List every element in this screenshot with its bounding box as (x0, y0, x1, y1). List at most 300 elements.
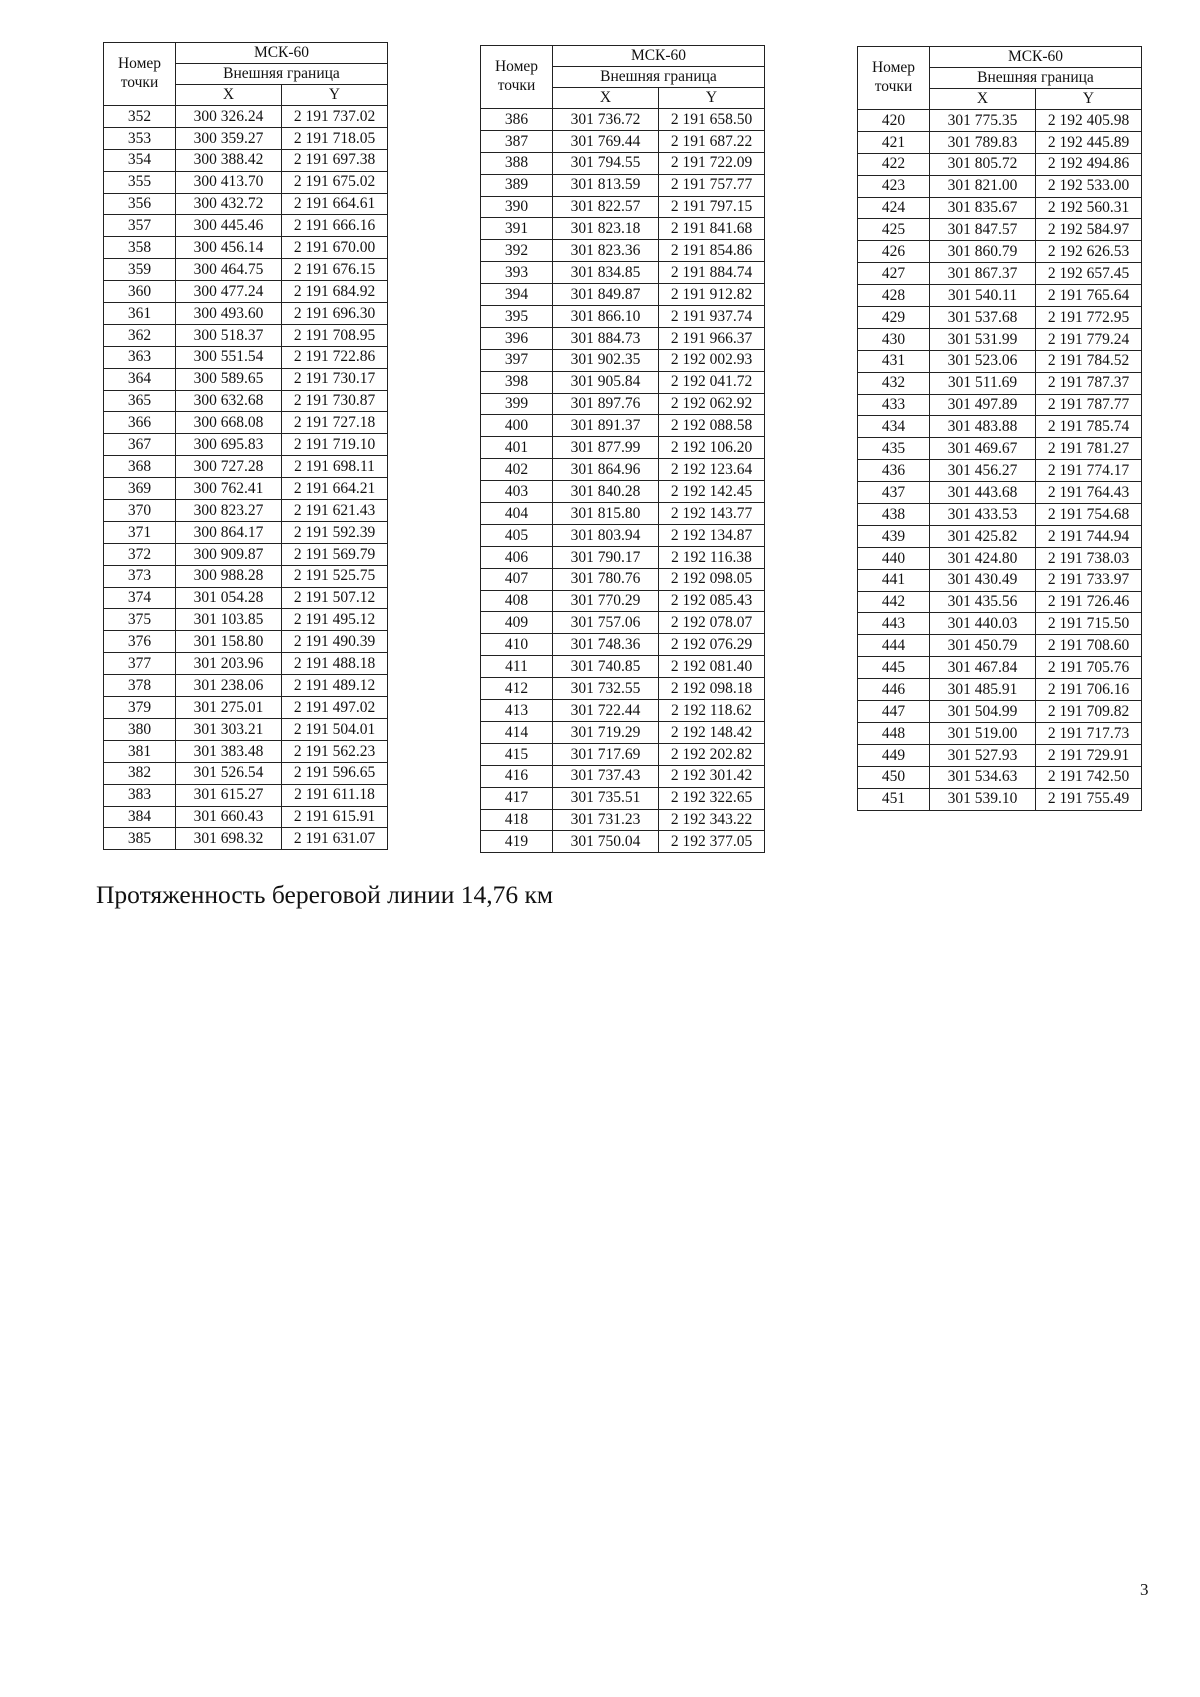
y-coordinate-cell: 2 191 495.12 (282, 609, 388, 631)
x-coordinate-cell: 301 698.32 (176, 828, 282, 850)
x-coordinate-cell: 301 864.96 (553, 459, 659, 481)
table-row (481, 678, 765, 700)
table-row (481, 393, 765, 415)
x-coordinate-cell: 301 748.36 (553, 634, 659, 656)
table-row (481, 743, 765, 765)
table-row (858, 394, 1142, 416)
point-number-cell: 352 (104, 106, 176, 128)
point-number-cell: 426 (858, 241, 930, 263)
y-coordinate-cell: 2 191 719.10 (282, 434, 388, 456)
y-coordinate-cell: 2 191 779.24 (1036, 328, 1142, 350)
point-number-cell: 378 (104, 675, 176, 697)
x-coordinate-cell: 301 531.99 (930, 328, 1036, 350)
table-row (481, 568, 765, 590)
point-number-cell: 404 (481, 503, 553, 525)
table-row (858, 788, 1142, 810)
x-coordinate-cell: 301 717.69 (553, 743, 659, 765)
x-coordinate-cell: 301 823.36 (553, 240, 659, 262)
point-number-cell: 408 (481, 590, 553, 612)
boundary-header: Внешняя граница (176, 64, 388, 85)
table-row (481, 656, 765, 678)
table-row (104, 368, 388, 390)
point-number-cell: 442 (858, 591, 930, 613)
coordinate-system-header: МСК-60 (176, 43, 388, 64)
y-coordinate-cell: 2 191 489.12 (282, 675, 388, 697)
table-row (858, 110, 1142, 132)
x-coordinate-cell: 301 849.87 (553, 284, 659, 306)
x-coordinate-cell: 301 539.10 (930, 788, 1036, 810)
point-number-cell: 415 (481, 743, 553, 765)
point-number-cell: 354 (104, 149, 176, 171)
point-number-cell: 362 (104, 324, 176, 346)
point-number-cell: 431 (858, 350, 930, 372)
y-coordinate-cell: 2 191 784.52 (1036, 350, 1142, 372)
y-coordinate-cell: 2 191 706.16 (1036, 679, 1142, 701)
y-coordinate-cell: 2 191 621.43 (282, 500, 388, 522)
point-number-cell: 370 (104, 500, 176, 522)
y-coordinate-cell: 2 192 560.31 (1036, 197, 1142, 219)
y-coordinate-cell: 2 192 377.05 (659, 831, 765, 853)
y-coordinate-cell: 2 191 696.30 (282, 303, 388, 325)
table-row (104, 149, 388, 171)
table-row (858, 613, 1142, 635)
y-coordinate-cell: 2 191 675.02 (282, 171, 388, 193)
y-coordinate-cell: 2 191 658.50 (659, 109, 765, 131)
point-number-cell: 353 (104, 127, 176, 149)
x-coordinate-cell: 301 905.84 (553, 371, 659, 393)
y-coordinate-cell: 2 191 708.95 (282, 324, 388, 346)
y-coordinate-cell: 2 191 715.50 (1036, 613, 1142, 635)
y-column-header: Y (282, 85, 388, 106)
table-row (858, 460, 1142, 482)
point-number-cell: 367 (104, 434, 176, 456)
table-row (104, 784, 388, 806)
table-row (104, 762, 388, 784)
point-number-cell: 437 (858, 482, 930, 504)
y-coordinate-cell: 2 191 631.07 (282, 828, 388, 850)
point-number-cell: 357 (104, 215, 176, 237)
point-number-cell: 434 (858, 416, 930, 438)
y-column-header: Y (1036, 89, 1142, 110)
x-coordinate-cell: 301 794.55 (553, 152, 659, 174)
y-coordinate-cell: 2 191 684.92 (282, 281, 388, 303)
x-coordinate-cell: 301 483.88 (930, 416, 1036, 438)
y-coordinate-cell: 2 191 755.49 (1036, 788, 1142, 810)
y-coordinate-cell: 2 191 676.15 (282, 259, 388, 281)
y-coordinate-cell: 2 191 670.00 (282, 237, 388, 259)
point-number-cell: 416 (481, 765, 553, 787)
y-coordinate-cell: 2 192 626.53 (1036, 241, 1142, 263)
point-number-cell: 427 (858, 263, 930, 285)
x-coordinate-cell: 300 326.24 (176, 106, 282, 128)
boundary-header: Внешняя граница (930, 68, 1142, 89)
y-coordinate-cell: 2 192 148.42 (659, 721, 765, 743)
y-coordinate-cell: 2 191 708.60 (1036, 635, 1142, 657)
y-coordinate-cell: 2 191 737.02 (282, 106, 388, 128)
point-number-label-line2: точки (120, 74, 159, 91)
point-number-cell: 380 (104, 718, 176, 740)
y-coordinate-cell: 2 192 062.92 (659, 393, 765, 415)
x-coordinate-cell: 301 456.27 (930, 460, 1036, 482)
point-number-cell: 391 (481, 218, 553, 240)
table-row (104, 127, 388, 149)
point-number-cell: 448 (858, 722, 930, 744)
y-coordinate-cell: 2 191 722.09 (659, 152, 765, 174)
table-row (104, 675, 388, 697)
y-coordinate-cell: 2 192 405.98 (1036, 110, 1142, 132)
point-number-cell: 389 (481, 174, 553, 196)
point-number-cell: 363 (104, 346, 176, 368)
point-number-cell: 449 (858, 744, 930, 766)
point-number-label-line2: точки (874, 78, 913, 95)
coordinates-table-1 (103, 42, 388, 850)
y-coordinate-cell: 2 191 764.43 (1036, 482, 1142, 504)
point-number-cell: 397 (481, 349, 553, 371)
y-coordinate-cell: 2 191 490.39 (282, 631, 388, 653)
table-row (481, 262, 765, 284)
point-number-cell: 390 (481, 196, 553, 218)
point-number-cell: 402 (481, 459, 553, 481)
x-coordinate-cell: 301 780.76 (553, 568, 659, 590)
coordinate-system-header: МСК-60 (930, 47, 1142, 68)
x-coordinate-cell: 301 847.57 (930, 219, 1036, 241)
table-row (481, 700, 765, 722)
table-row (104, 171, 388, 193)
table-row (104, 543, 388, 565)
table-row (104, 237, 388, 259)
x-coordinate-cell: 301 425.82 (930, 525, 1036, 547)
point-number-cell: 443 (858, 613, 930, 635)
y-coordinate-cell: 2 191 733.97 (1036, 569, 1142, 591)
point-number-cell: 433 (858, 394, 930, 416)
table-row (481, 284, 765, 306)
table-row (858, 701, 1142, 723)
table-row (481, 437, 765, 459)
point-number-cell: 377 (104, 653, 176, 675)
point-number-cell: 405 (481, 524, 553, 546)
y-coordinate-cell: 2 192 088.58 (659, 415, 765, 437)
y-coordinate-cell: 2 192 098.05 (659, 568, 765, 590)
x-coordinate-cell: 301 238.06 (176, 675, 282, 697)
point-number-cell: 411 (481, 656, 553, 678)
y-coordinate-cell: 2 192 081.40 (659, 656, 765, 678)
x-coordinate-cell: 301 526.54 (176, 762, 282, 784)
point-number-cell: 387 (481, 130, 553, 152)
x-coordinate-cell: 301 540.11 (930, 285, 1036, 307)
y-coordinate-cell: 2 192 142.45 (659, 481, 765, 503)
x-coordinate-cell: 301 467.84 (930, 657, 1036, 679)
point-number-cell: 396 (481, 327, 553, 349)
table-row (858, 263, 1142, 285)
x-coordinate-cell: 301 769.44 (553, 130, 659, 152)
point-number-cell: 358 (104, 237, 176, 259)
x-coordinate-cell: 301 203.96 (176, 653, 282, 675)
point-number-cell: 385 (104, 828, 176, 850)
y-coordinate-cell: 2 191 596.65 (282, 762, 388, 784)
point-number-cell: 399 (481, 393, 553, 415)
table-row (858, 482, 1142, 504)
y-coordinate-cell: 2 191 841.68 (659, 218, 765, 240)
point-number-cell: 394 (481, 284, 553, 306)
y-coordinate-cell: 2 191 488.18 (282, 653, 388, 675)
point-number-label-line2: точки (497, 77, 536, 94)
table-row (858, 372, 1142, 394)
table-row (481, 481, 765, 503)
x-coordinate-cell: 301 822.57 (553, 196, 659, 218)
x-coordinate-cell: 300 864.17 (176, 521, 282, 543)
table-row (858, 766, 1142, 788)
table-row (104, 106, 388, 128)
x-coordinate-cell: 301 775.35 (930, 110, 1036, 132)
point-number-cell: 444 (858, 635, 930, 657)
x-coordinate-cell: 301 383.48 (176, 740, 282, 762)
y-coordinate-cell: 2 191 781.27 (1036, 438, 1142, 460)
table-row (481, 590, 765, 612)
x-coordinate-cell: 301 757.06 (553, 612, 659, 634)
table-row (104, 718, 388, 740)
y-coordinate-cell: 2 191 730.17 (282, 368, 388, 390)
table-row (104, 631, 388, 653)
y-coordinate-cell: 2 192 134.87 (659, 524, 765, 546)
point-number-cell: 400 (481, 415, 553, 437)
point-number-cell: 441 (858, 569, 930, 591)
x-coordinate-cell: 301 840.28 (553, 481, 659, 503)
table-row (104, 740, 388, 762)
y-coordinate-cell: 2 191 937.74 (659, 306, 765, 328)
point-number-cell: 379 (104, 697, 176, 719)
x-coordinate-cell: 301 877.99 (553, 437, 659, 459)
point-number-cell: 384 (104, 806, 176, 828)
point-number-cell: 371 (104, 521, 176, 543)
x-coordinate-cell: 301 054.28 (176, 587, 282, 609)
x-coordinate-cell: 300 668.08 (176, 412, 282, 434)
y-coordinate-cell: 2 191 884.74 (659, 262, 765, 284)
table-row (104, 500, 388, 522)
x-coordinate-cell: 301 860.79 (930, 241, 1036, 263)
table-row (858, 131, 1142, 153)
point-number-cell: 361 (104, 303, 176, 325)
table-row (858, 635, 1142, 657)
x-coordinate-cell: 301 430.49 (930, 569, 1036, 591)
point-number-cell: 429 (858, 307, 930, 329)
table-row (858, 679, 1142, 701)
x-coordinate-cell: 300 477.24 (176, 281, 282, 303)
y-coordinate-cell: 2 191 664.61 (282, 193, 388, 215)
x-coordinate-cell: 301 275.01 (176, 697, 282, 719)
y-coordinate-cell: 2 191 709.82 (1036, 701, 1142, 723)
x-coordinate-cell: 301 867.37 (930, 263, 1036, 285)
table-row (104, 215, 388, 237)
point-number-cell: 409 (481, 612, 553, 634)
table-row (481, 459, 765, 481)
x-coordinate-cell: 301 884.73 (553, 327, 659, 349)
y-coordinate-cell: 2 191 592.39 (282, 521, 388, 543)
y-coordinate-cell: 2 192 076.29 (659, 634, 765, 656)
y-coordinate-cell: 2 192 533.00 (1036, 175, 1142, 197)
table-row (104, 521, 388, 543)
table-row (481, 371, 765, 393)
x-coordinate-cell: 300 464.75 (176, 259, 282, 281)
point-number-cell: 430 (858, 328, 930, 350)
point-number-cell: 451 (858, 788, 930, 810)
table-row (858, 416, 1142, 438)
point-number-cell: 359 (104, 259, 176, 281)
point-number-cell: 436 (858, 460, 930, 482)
point-number-cell: 419 (481, 831, 553, 853)
y-coordinate-cell: 2 191 727.18 (282, 412, 388, 434)
table-row (104, 609, 388, 631)
point-number-cell: 360 (104, 281, 176, 303)
table-row (858, 328, 1142, 350)
y-coordinate-cell: 2 191 754.68 (1036, 504, 1142, 526)
x-coordinate-cell: 300 589.65 (176, 368, 282, 390)
coordinates-table-2 (480, 45, 765, 853)
table-row (858, 722, 1142, 744)
table-row (481, 524, 765, 546)
x-coordinate-cell: 300 388.42 (176, 149, 282, 171)
point-number-cell: 373 (104, 565, 176, 587)
x-coordinate-cell: 301 821.00 (930, 175, 1036, 197)
point-number-cell: 410 (481, 634, 553, 656)
point-number-cell: 365 (104, 390, 176, 412)
x-coordinate-cell: 301 443.68 (930, 482, 1036, 504)
x-coordinate-cell: 301 805.72 (930, 153, 1036, 175)
x-coordinate-cell: 301 615.27 (176, 784, 282, 806)
x-coordinate-cell: 301 469.67 (930, 438, 1036, 460)
x-coordinate-cell: 300 413.70 (176, 171, 282, 193)
table-row (481, 634, 765, 656)
point-number-cell: 418 (481, 809, 553, 831)
table-row (858, 569, 1142, 591)
table-row (858, 197, 1142, 219)
y-coordinate-cell: 2 191 722.86 (282, 346, 388, 368)
y-coordinate-cell: 2 192 343.22 (659, 809, 765, 831)
point-number-cell: 383 (104, 784, 176, 806)
y-coordinate-cell: 2 192 002.93 (659, 349, 765, 371)
coordinates-table-3 (857, 46, 1142, 811)
x-coordinate-cell: 301 750.04 (553, 831, 659, 853)
table-row (481, 130, 765, 152)
y-coordinate-cell: 2 191 787.37 (1036, 372, 1142, 394)
point-number-cell: 393 (481, 262, 553, 284)
point-number-header (481, 46, 553, 109)
point-number-cell: 372 (104, 543, 176, 565)
x-coordinate-cell: 300 823.27 (176, 500, 282, 522)
y-coordinate-cell: 2 191 787.77 (1036, 394, 1142, 416)
table-row (481, 765, 765, 787)
x-coordinate-cell: 301 897.76 (553, 393, 659, 415)
y-coordinate-cell: 2 192 116.38 (659, 546, 765, 568)
y-coordinate-cell: 2 192 106.20 (659, 437, 765, 459)
table-row (104, 828, 388, 850)
table-row (858, 591, 1142, 613)
point-number-cell: 412 (481, 678, 553, 700)
y-coordinate-cell: 2 191 757.77 (659, 174, 765, 196)
x-coordinate-cell: 300 456.14 (176, 237, 282, 259)
table-row (858, 438, 1142, 460)
point-number-header (858, 47, 930, 110)
table-row (858, 241, 1142, 263)
x-coordinate-cell: 301 731.23 (553, 809, 659, 831)
table-row (104, 456, 388, 478)
table-row (481, 196, 765, 218)
x-coordinate-cell: 301 719.29 (553, 721, 659, 743)
x-coordinate-cell: 301 534.63 (930, 766, 1036, 788)
y-coordinate-cell: 2 192 584.97 (1036, 219, 1142, 241)
x-coordinate-cell: 301 450.79 (930, 635, 1036, 657)
x-coordinate-cell: 301 790.17 (553, 546, 659, 568)
point-number-label-line1: Номер (117, 55, 162, 73)
table-row (104, 434, 388, 456)
table-row (481, 503, 765, 525)
y-coordinate-cell: 2 191 664.21 (282, 478, 388, 500)
y-coordinate-cell: 2 191 525.75 (282, 565, 388, 587)
y-coordinate-cell: 2 192 085.43 (659, 590, 765, 612)
table-row (481, 327, 765, 349)
y-coordinate-cell: 2 191 687.22 (659, 130, 765, 152)
point-number-cell: 381 (104, 740, 176, 762)
y-column-header: Y (659, 88, 765, 109)
x-coordinate-cell: 301 537.68 (930, 307, 1036, 329)
point-number-cell: 439 (858, 525, 930, 547)
x-coordinate-cell: 301 485.91 (930, 679, 1036, 701)
point-number-cell: 368 (104, 456, 176, 478)
point-number-cell: 392 (481, 240, 553, 262)
table-row (481, 809, 765, 831)
coordinate-system-header: МСК-60 (553, 46, 765, 67)
point-number-cell: 406 (481, 546, 553, 568)
x-coordinate-cell: 301 789.83 (930, 131, 1036, 153)
table-row (858, 175, 1142, 197)
point-number-cell: 423 (858, 175, 930, 197)
y-coordinate-cell: 2 192 123.64 (659, 459, 765, 481)
y-coordinate-cell: 2 192 494.86 (1036, 153, 1142, 175)
y-coordinate-cell: 2 192 657.45 (1036, 263, 1142, 285)
y-coordinate-cell: 2 191 774.17 (1036, 460, 1142, 482)
y-coordinate-cell: 2 191 966.37 (659, 327, 765, 349)
x-coordinate-cell: 300 909.87 (176, 543, 282, 565)
table-row (858, 744, 1142, 766)
x-coordinate-cell: 300 551.54 (176, 346, 282, 368)
x-coordinate-cell: 301 902.35 (553, 349, 659, 371)
table-row (858, 350, 1142, 372)
x-coordinate-cell: 301 866.10 (553, 306, 659, 328)
page-number: 3 (1140, 1580, 1149, 1599)
table-row (481, 721, 765, 743)
x-coordinate-cell: 300 695.83 (176, 434, 282, 456)
x-coordinate-cell: 301 440.03 (930, 613, 1036, 635)
y-coordinate-cell: 2 191 705.76 (1036, 657, 1142, 679)
y-coordinate-cell: 2 191 912.82 (659, 284, 765, 306)
point-number-cell: 428 (858, 285, 930, 307)
table-row (104, 806, 388, 828)
y-coordinate-cell: 2 191 569.79 (282, 543, 388, 565)
point-number-cell: 413 (481, 700, 553, 722)
point-number-cell: 364 (104, 368, 176, 390)
point-number-cell: 445 (858, 657, 930, 679)
y-coordinate-cell: 2 191 611.18 (282, 784, 388, 806)
point-number-cell: 422 (858, 153, 930, 175)
x-coordinate-cell: 301 823.18 (553, 218, 659, 240)
point-number-cell: 414 (481, 721, 553, 743)
y-coordinate-cell: 2 192 118.62 (659, 700, 765, 722)
x-coordinate-cell: 301 424.80 (930, 547, 1036, 569)
x-column-header: X (930, 89, 1036, 110)
x-coordinate-cell: 301 433.53 (930, 504, 1036, 526)
table-row (104, 587, 388, 609)
point-number-cell: 382 (104, 762, 176, 784)
x-coordinate-cell: 300 762.41 (176, 478, 282, 500)
